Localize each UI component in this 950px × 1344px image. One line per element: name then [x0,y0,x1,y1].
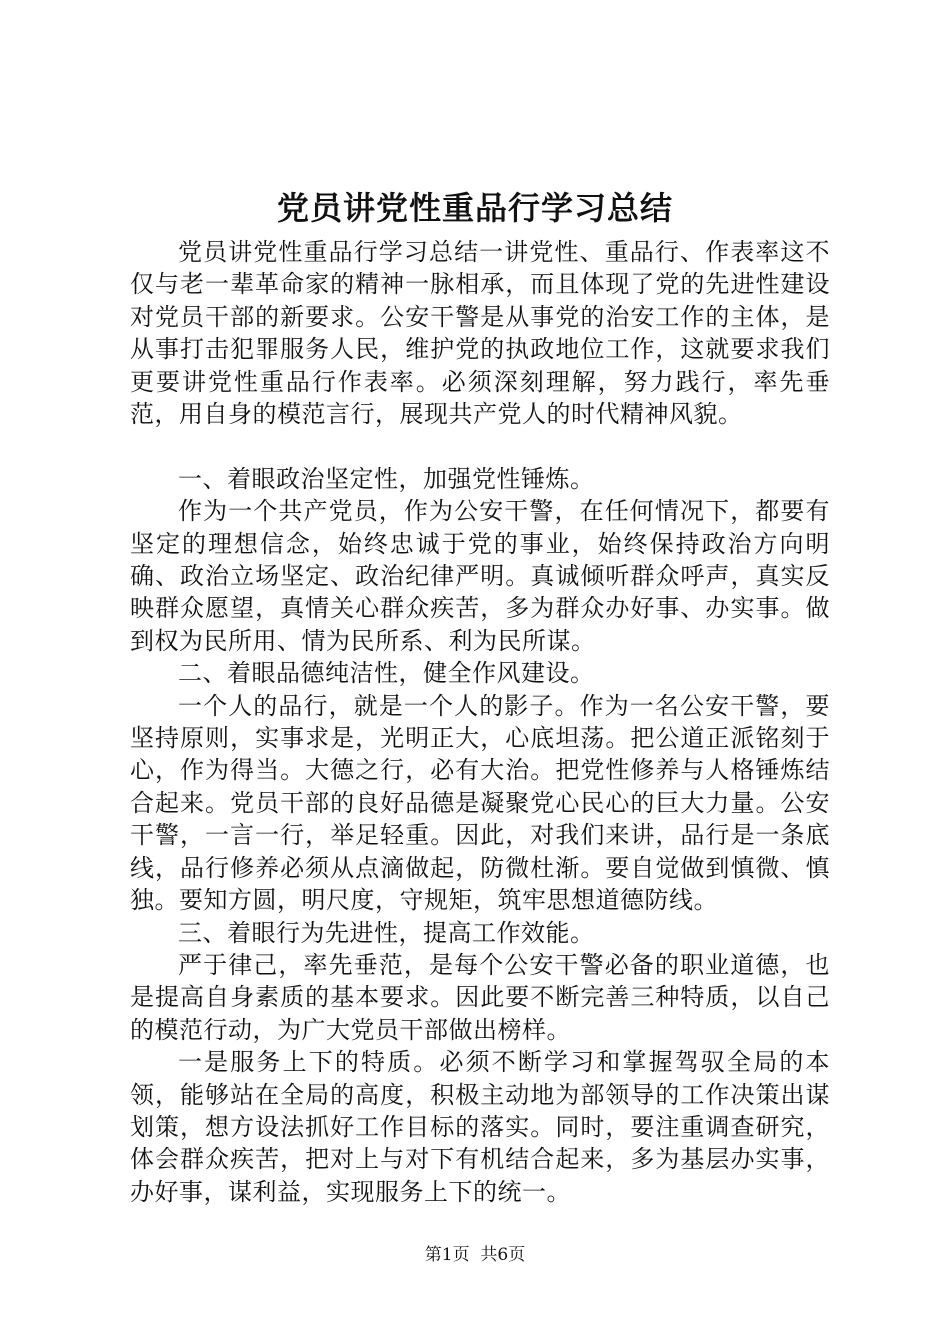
body-paragraph: 一是服务上下的特质。必须不断学习和掌握驾驭全局的本领，能够站在全局的高度，积极主动地为部领导的工作决策出谋划策，想方设法抓好工作目标的落实。同时，要注重调查研究，体会群众疾苦，把对上与对下有机结合起来，多为基层办实事，办好事，谋利益，实现服务上下的统一。 [130,1048,830,1206]
page-number: 第1页 [424,1245,470,1265]
section-heading-1: 一、着眼政治坚定性，加强党性锤炼。 [178,464,595,493]
document-title: 党员讲党性重品行学习总结 [276,189,673,227]
page-footer [0,1243,950,1267]
body-paragraph: 一个人的品行，就是一个人的影子。作为一名公安干警，要坚持原则，实事求是，光明正大，心底坦荡。把公道正派铭刻于心，作为得当。大德之行，必有大治。把党性修养与人格锤炼结合起来。党员干部的良好品德是凝聚党心民心的巨大力量。公安干警，一言一行，举足轻重。因此，对我们来讲，品行是一条底线，品行修养必须从点滴做起，防微杜渐。要自觉做到慎微、慎独。要知方圆，明尺度，守规矩，筑牢思想道德防线。 [130,691,830,915]
body-paragraph: 严于律己，率先垂范，是每个公安干警必备的职业道德，也是提高自身素质的基本要求。因此要不断完善三种特质，以自己的模范行动，为广大党员干部做出榜样。 [130,950,830,1044]
body-paragraph: 作为一个共产党员，作为公安干警，在任何情况下，都要有坚定的理想信念，始终忠诚于党的事业，始终保持政治方向明确、政治立场坚定、政治纪律严明。真诚倾听群众呼声，真实反映群众愿望，真情关心群众疾苦，多为群众办好事、办实事。做到权为民所用、情为民所系、利为民所谋。 [130,497,830,655]
intro-paragraph: 党员讲党性重品行学习总结一讲党性、重品行、作表率这不仅与老一辈革命家的精神一脉相承，而且体现了党的先进性建设对党员干部的新要求。公安干警是从事党的治安工作的主体，是从事打击犯罪服务人民，维护党的执政地位工作，这就要求我们更要讲党性重品行作表率。必须深刻理解，努力践行，率先垂范，用自身的模范言行，展现共产党人的时代精神风貌。 [130,238,830,429]
footer-spacer [470,1245,481,1265]
document-body [130,236,830,1208]
section-heading-3: 三、着眼行为先进性，提高工作效能。 [178,918,595,947]
page-total: 共6页 [480,1245,526,1265]
section-heading-2: 二、着眼品德纯洁性，健全作风建设。 [178,659,595,688]
